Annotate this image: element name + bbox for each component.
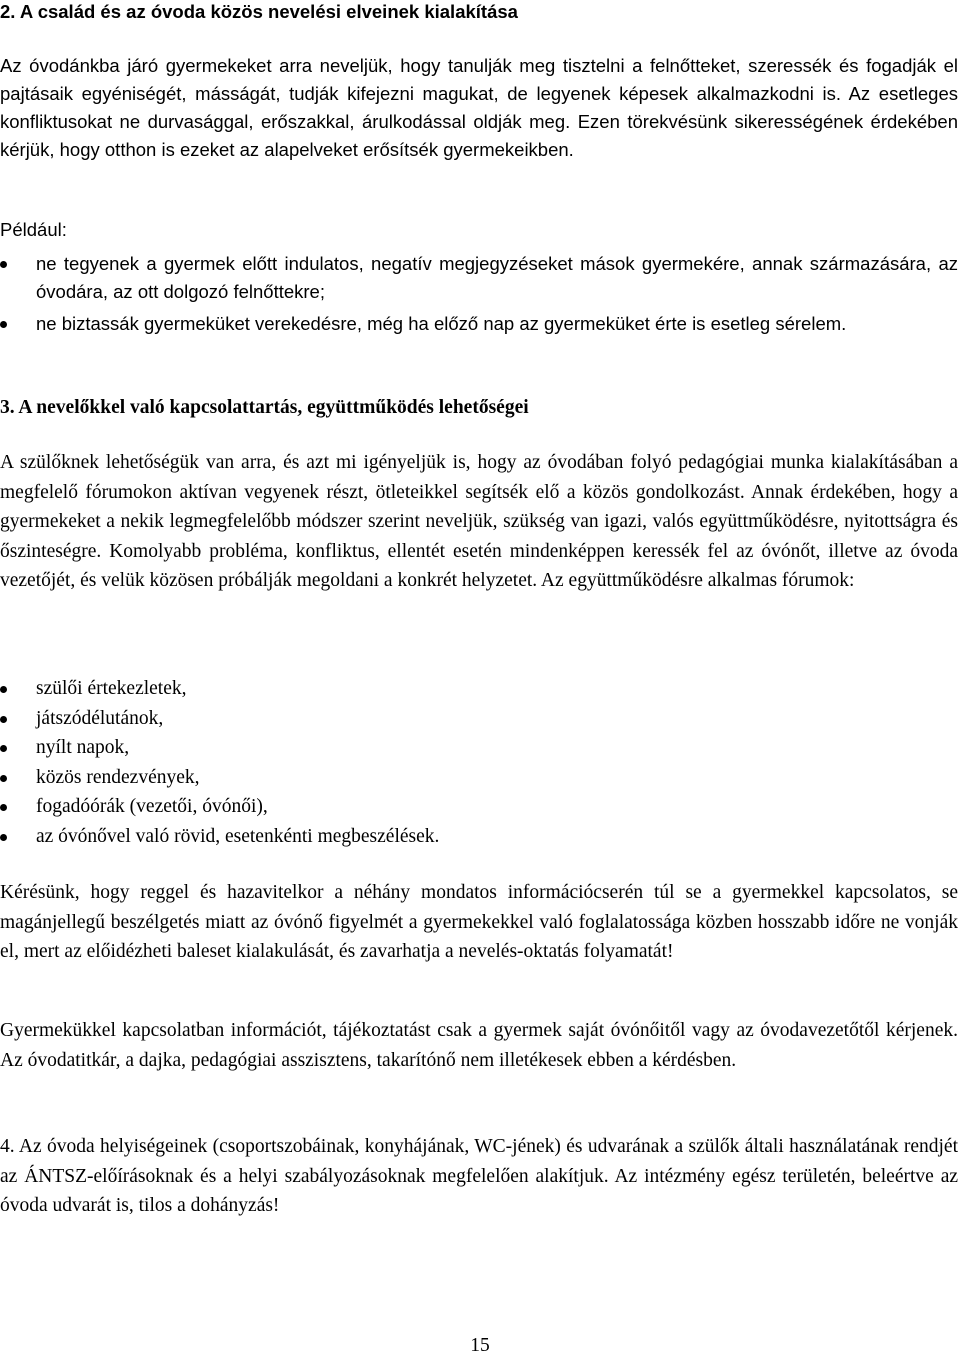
list-item [0, 704, 958, 734]
list-item [0, 792, 958, 822]
list-item [0, 250, 958, 306]
list-item-text: közös rendezvények, [36, 766, 200, 788]
list-item-text: fogadóórák (vezetői, óvónői), [36, 796, 268, 818]
list-item [0, 310, 958, 338]
information-paragraph: Gyermekükkel kapcsolatban információt, tájékoztatást csak a gyermek saját óvónőitől vagy az óvodavezetőtől kérjenek. Az óvodatitkár, a dajka, pedagógiai asszisztens, takarítónő nem illetékesek ebben a kérdésben. [0, 1020, 958, 1071]
list-item-text: szülői értekezletek, [36, 678, 187, 699]
list-item [0, 674, 958, 704]
page-number: 15 [470, 1335, 490, 1356]
list-item-text: nyílt napok, [36, 737, 130, 759]
forums-bullet-list [0, 674, 958, 852]
request-paragraph: Kérésünk, hogy reggel és hazavitelkor a néhány mondatos információcserén túl se a gyermekkel kapcsolatos, se magánjellegű beszélgetés miatt az óvónő figyelmét a gyermekekkel való foglalatossága közben hosszabb időre ne vonják el, mert az előidézheti baleset kialakulását, és zavarhatja a nevelés-oktatás folyamatát! [0, 882, 958, 963]
section-2-heading: 2. A család és az óvoda közös nevelési elveinek kialakítása [0, 1, 518, 22]
bullet-icon [0, 834, 7, 841]
list-item [0, 763, 958, 793]
bullet-icon [0, 321, 7, 328]
list-item [0, 733, 958, 763]
list-item-text: az óvónővel való rövid, esetenkénti megbeszélések. [36, 825, 440, 847]
bullet-icon [0, 745, 7, 752]
section-2-intro-paragraph: Az óvodánkba járó gyermekeket arra neveljük, hogy tanulják meg tisztelni a felnőtteket, szeressék és fogadják el pajtásaik egyéniségét, másságát, tudják kifejezni magukat, de legyenek képesek alkalmazkodni is. Az esetleges konfliktusokat ne durvasággal, erőszakkal, árulkodással oldják meg. Ezen törekvésünk sikerességének érdekében kérjük, hogy otthon is ezeket az alapelveket erősítsék gyermekeikben. [0, 55, 958, 160]
bullet-icon [0, 804, 7, 811]
bullet-icon [0, 261, 7, 268]
list-item-text: játszódélutánok, [36, 707, 164, 729]
bullet-icon [0, 686, 7, 693]
section-3-heading: 3. A nevelőkkel való kapcsolattartás, együttműködés lehetőségei [0, 397, 529, 418]
list-item-text: ne biztassák gyermeküket verekedésre, még ha előző nap az gyermeküket érte is esetleg sérelem. [36, 313, 847, 334]
list-item-text: ne tegyenek a gyermek előtt indulatos, negatív megjegyzéseket mások gyermekére, annak származására, az óvodára, az ott dolgozó felnőttekre; [36, 253, 958, 302]
bullet-icon [0, 775, 7, 782]
section-2-bullet-list [0, 250, 958, 338]
list-item [0, 822, 958, 852]
example-label: Például: [0, 219, 67, 240]
section-4-paragraph: 4. Az óvoda helyiségeinek (csoportszobáinak, konyhájának, WC-jének) és udvarának a szülők általi használatának rendjét az ÁNTSZ-előírásoknak és a helyi szabályozásoknak megfelelően alakítjuk. Az intézmény egész területén, beleértve az óvoda udvarát is, tilos a dohányzás! [0, 1136, 958, 1217]
bullet-icon [0, 716, 7, 723]
section-3-intro-paragraph: A szülőknek lehetőségük van arra, és azt mi igényeljük is, hogy az óvodában folyó pedagógiai munka kialakításában a megfelelő fórumokon aktívan vegyenek részt, ötleteikkel segítsék elő a közös gondolkozást. Annak érdekében, hogy a gyermekeket a nekik legmegfelelőbb módszer szerint neveljük, szükség van igazi, valós együttműködésre, nyitottságra és őszinteségre. Komolyabb probléma, konfliktus, ellentét esetén mindenképpen keressék fel az óvónőt, illetve az óvoda vezetőjét, és velük közösen próbálják megoldani a konkrét helyzetet. Az együttműködésre alkalmas fórumok: [0, 452, 958, 592]
